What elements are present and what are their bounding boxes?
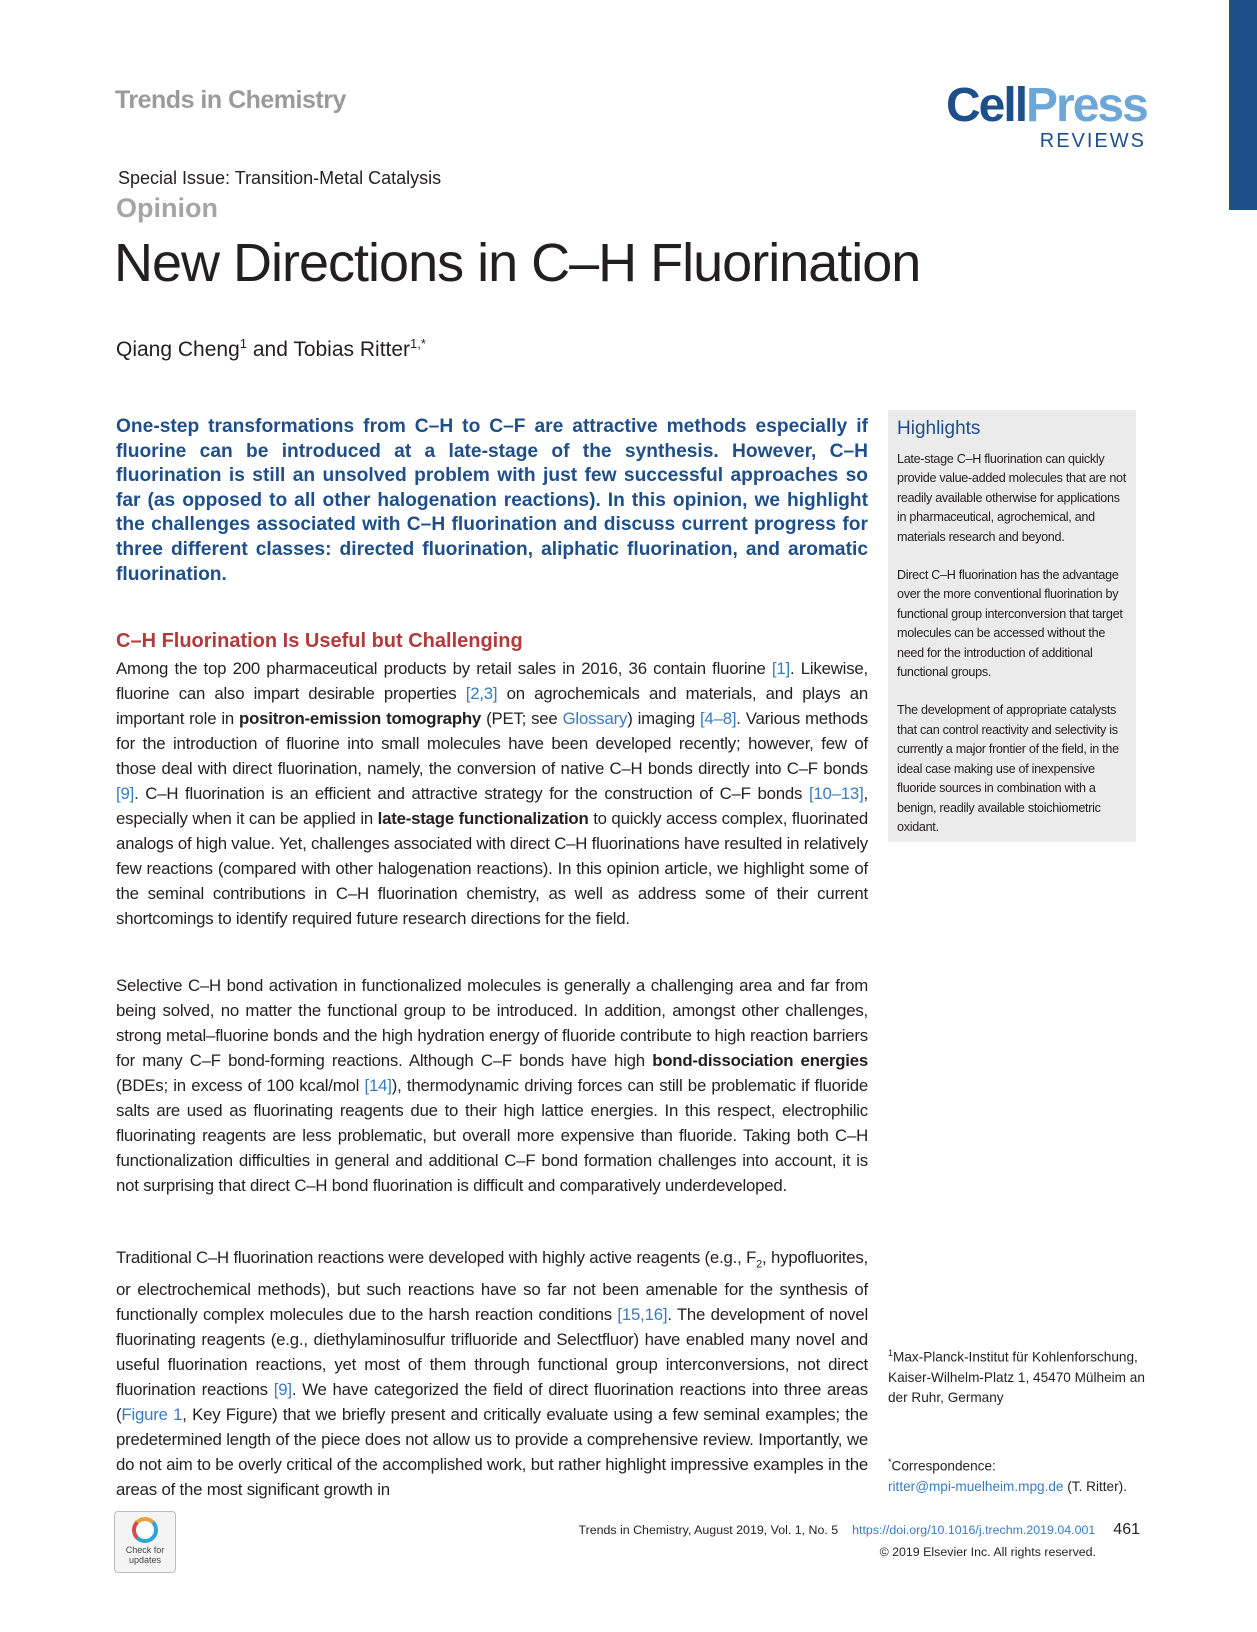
correspondence: *Correspondence: ritter@mpi-muelheim.mpg.de (T. Ritter). <box>888 1457 1127 1494</box>
logo-press: Press <box>1026 79 1147 132</box>
author-name: Tobias Ritter <box>293 338 411 361</box>
logo-reviews: REVIEWS <box>1039 130 1146 152</box>
author-affil-mark: 1 <box>239 336 247 351</box>
citation-link[interactable]: [1] <box>771 659 790 678</box>
highlight-item: Direct C–H fluorination has the advantage over the more conventional fluorination by functional group interconversion that target molecules can be accessed without the need for the introduction of additional functional groups. <box>897 568 1123 680</box>
abstract: One-step transformations from C–H to C–F are attractive methods especially if fluorine can be introduced at a late-stage of the synthesis. However, C–H fluorination is still an unsolved problem with just few successful approaches so far (as opposed to all other halogenation reactions). In this opinion, we highlight the challenges associated with C–H fluorination and discuss current progress for three different classes: directed fluorination, aliphatic fluorination, and aromatic fluorination. <box>116 416 868 585</box>
article-type: Opinion <box>116 193 218 223</box>
glossary-term: positron-emission tomography <box>239 709 482 728</box>
crossmark-icon <box>132 1517 158 1543</box>
glossary-term: bond-dissociation energies <box>652 1051 868 1070</box>
body-paragraph: Among the top 200 pharmaceutical products by retail sales in 2016, 36 contain fluorine [1]. Likewise, fluorine can also impart desirable properties [2,3] on agrochemicals and materials, and plays an important role in positron-emission tomography (PET; see Glossary) imaging [4–8]. Various methods for the introduction of fluorine into small molecules have been developed recently; however, few of those deal with direct fluorination, namely, the conversion of native C–H bonds directly into C–F bonds [9]. C–H fluorination is an efficient and attractive strategy for the construction of C–F bonds [10–13], especially when it can be applied in late-stage functionalization to quickly access complex, fluorinated analogs of high value. Yet, challenges associated with direct C–H fluorinations have resulted in relatively few reactions (compared with other halogenation reactions). In this opinion article, we highlight some of the seminal contributions in C–H fluorination chemistry, as well as address some of their current shortcomings to identify required future research directions for the field. <box>116 659 869 928</box>
figure-link[interactable]: Figure 1 <box>121 1405 183 1425</box>
author-name: Qiang Cheng <box>116 338 240 361</box>
citation-link[interactable]: [15,16] <box>617 1305 668 1325</box>
check-for-updates-button[interactable]: Check for updates <box>114 1511 176 1573</box>
citation-link[interactable]: [9] <box>116 784 135 803</box>
highlight-item: The development of appropriate catalysts that can control reactivity and selectivity is currently a major frontier of the field, in the ideal case making use of inexpensive fluoride sources in combination with a benign, readily available stoichiometric oxidant. <box>897 703 1119 834</box>
highlight-item: Late-stage C–H fluorination can quickly provide value-added molecules that are not readily available otherwise for applications in pharmaceutical, agrochemical, and materials research and beyond. <box>897 452 1126 544</box>
author-affil-mark: 1,* <box>410 336 426 351</box>
citation-link[interactable]: [4–8] <box>699 709 737 728</box>
journal-name: Trends in Chemistry <box>115 86 346 114</box>
cellpress-logo <box>946 79 1147 152</box>
author-conjunction: and <box>247 338 294 361</box>
section-heading: C–H Fluorination Is Useful but Challenging <box>116 630 523 652</box>
citation-link[interactable]: [10–13] <box>808 784 864 803</box>
body-paragraph: Traditional C–H fluorination reactions were developed with highly active reagents (e.g., $F_2$, hypofluorites, or electrochemical methods), but such reactions have so far not been amenable for the synthesis of functionally complex molecules due to the harsh reaction conditions [15,16]. The development of novel fluorinating reagents (e.g., diethylaminosulfur trifluoride and Selectfluor) have enabled many novel and useful fluorination reactions, yet most of them through functional group interconversions, not direct fluorination reactions [9]. We have categorized the field of direct fluorination reactions into three areas (Figure 1, Key Figure) that we briefly present and critically evaluate using a few seminal examples; the predetermined length of the piece does not allow us to provide a comprehensive review. Importantly, we do not aim to be overly critical of the accomplished work, but rather highlight impressive examples in the areas of the most significant growth in <box>116 1248 869 1500</box>
glossary-term: late-stage functionalization <box>377 809 589 828</box>
author-list <box>116 336 426 362</box>
logo-cell: Cell <box>946 79 1027 132</box>
citation-line: Trends in Chemistry, August 2019, Vol. 1, No. 5 <box>578 1523 839 1537</box>
email-link[interactable]: ritter@mpi-muelheim.mpg.de <box>888 1478 1064 1494</box>
edge-tab <box>1229 0 1257 210</box>
glossary-link[interactable]: Glossary <box>562 709 628 728</box>
special-issue: Special Issue: Transition-Metal Catalysis <box>118 168 442 188</box>
page-number: 461 <box>1113 1521 1140 1538</box>
citation-link[interactable]: [9] <box>273 1380 292 1400</box>
citation-link[interactable]: [14] <box>364 1076 392 1095</box>
doi-link[interactable]: https://doi.org/10.1016/j.trechm.2019.04.001 <box>852 1523 1096 1537</box>
citation-link[interactable]: [2,3] <box>465 684 498 703</box>
article-title: New Directions in C–H Fluorination <box>114 233 921 293</box>
affiliation: $^1$Max-Planck-Institut für Kohlenforschung, Kaiser-Wilhelm-Platz 1, 45470 Mülheim an der Ruhr, Germany <box>888 1348 1145 1405</box>
highlights-title: Highlights <box>897 418 981 439</box>
copyright: © 2019 Elsevier Inc. All rights reserved. <box>879 1545 1096 1559</box>
highlights-box <box>888 410 1136 842</box>
body-paragraph: Selective C–H bond activation in functionalized molecules is generally a challenging area and far from being solved, no matter the functional group to be introduced. In addition, amongst other challenges, strong metal–fluorine bonds and the high hydration energy of fluoride contribute to high reaction barriers for many C–F bond-forming reactions. Although C–F bonds have high bond-dissociation energies (BDEs; in excess of 100 kcal/mol [14]), thermodynamic driving forces can still be problematic if fluoride salts are used as fluorinating reagents due to their high lattice energies. In this respect, electrophilic fluorinating reagents are less problematic, but overall more expensive than fluoride. Taking both C–H functionalization difficulties in general and additional C–F bond formation challenges into account, it is not surprising that direct C–H bond fluorination is difficult and comparatively underdeveloped. <box>116 976 869 1195</box>
page-footer <box>540 1521 1140 1539</box>
